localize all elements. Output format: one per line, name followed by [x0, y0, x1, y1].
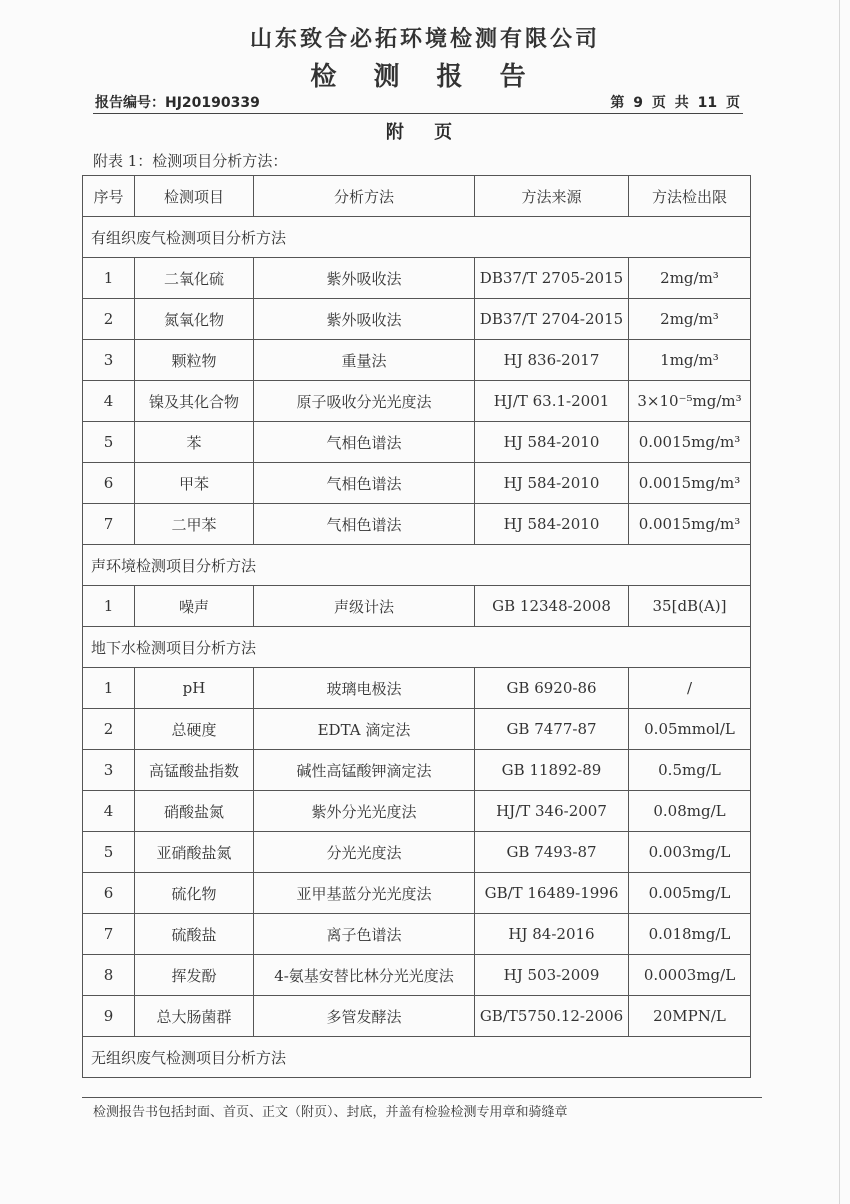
method-source: HJ 84-2016 — [475, 914, 629, 955]
table-row — [83, 832, 751, 873]
test-item: 总硬度 — [135, 709, 254, 750]
method-source: HJ 836-2017 — [475, 340, 629, 381]
col-header-method: 分析方法 — [254, 176, 475, 217]
analysis-method: 原子吸收分光光度法 — [254, 381, 475, 422]
table-caption: 附表 1：检测项目分析方法： — [93, 152, 288, 170]
col-header-no: 序号 — [83, 176, 135, 217]
test-item: 氮氧化物 — [135, 299, 254, 340]
table-header-row — [83, 176, 751, 217]
test-item: 噪声 — [135, 586, 254, 627]
test-item: 硝酸盐氮 — [135, 791, 254, 832]
col-header-source: 方法来源 — [475, 176, 629, 217]
row-number: 1 — [83, 668, 135, 709]
detection-limit: 0.0003mg/L — [629, 955, 751, 996]
table-row — [83, 873, 751, 914]
detection-limit: 0.0015mg/m³ — [629, 422, 751, 463]
row-number: 5 — [83, 832, 135, 873]
test-item: 颗粒物 — [135, 340, 254, 381]
row-number: 5 — [83, 422, 135, 463]
row-number: 4 — [83, 381, 135, 422]
row-number: 7 — [83, 504, 135, 545]
analysis-method: 亚甲基蓝分光光度法 — [254, 873, 475, 914]
table-row — [83, 258, 751, 299]
table-row — [83, 750, 751, 791]
table-row — [83, 299, 751, 340]
method-source: HJ 584-2010 — [475, 504, 629, 545]
table-row — [83, 668, 751, 709]
analysis-method: 多管发酵法 — [254, 996, 475, 1037]
table-row — [83, 586, 751, 627]
row-number: 2 — [83, 299, 135, 340]
test-item: 硫酸盐 — [135, 914, 254, 955]
row-number: 3 — [83, 750, 135, 791]
analysis-method: 离子色谱法 — [254, 914, 475, 955]
test-item: 镍及其化合物 — [135, 381, 254, 422]
analysis-method: 气相色谱法 — [254, 504, 475, 545]
detection-limit: 3×10⁻⁵mg/m³ — [629, 381, 751, 422]
test-item: 硫化物 — [135, 873, 254, 914]
report-title: 检 测 报 告 — [310, 62, 540, 92]
detection-limit: 0.005mg/L — [629, 873, 751, 914]
test-item: 挥发酚 — [135, 955, 254, 996]
method-source: GB/T 16489-1996 — [475, 873, 629, 914]
analysis-method: 紫外吸收法 — [254, 258, 475, 299]
section-title: 地下水检测项目分析方法 — [83, 627, 751, 668]
test-item: 二氧化硫 — [135, 258, 254, 299]
table-row — [83, 791, 751, 832]
test-item: 二甲苯 — [135, 504, 254, 545]
method-source: HJ 584-2010 — [475, 422, 629, 463]
appendix-title: 附 页 — [385, 122, 465, 143]
detection-limit: 1mg/m³ — [629, 340, 751, 381]
method-source: DB37/T 2705-2015 — [475, 258, 629, 299]
test-item: 高锰酸盐指数 — [135, 750, 254, 791]
detection-limit: 2mg/m³ — [629, 258, 751, 299]
analysis-method: 紫外吸收法 — [254, 299, 475, 340]
method-source: GB 11892-89 — [475, 750, 629, 791]
col-header-item: 检测项目 — [135, 176, 254, 217]
method-source: GB 12348-2008 — [475, 586, 629, 627]
footer-rule — [82, 1097, 762, 1098]
analysis-method: 重量法 — [254, 340, 475, 381]
section-row — [83, 217, 751, 258]
test-item: 甲苯 — [135, 463, 254, 504]
method-source: HJ 584-2010 — [475, 463, 629, 504]
analysis-method: 碱性高锰酸钾滴定法 — [254, 750, 475, 791]
detection-limit: 0.05mmol/L — [629, 709, 751, 750]
detection-limit: / — [629, 668, 751, 709]
report-number: 报告编号：HJ20190339 — [95, 95, 260, 111]
method-source: HJ/T 63.1-2001 — [475, 381, 629, 422]
detection-limit: 0.0015mg/m³ — [629, 504, 751, 545]
detection-limit: 0.003mg/L — [629, 832, 751, 873]
company-name: 山东致合必拓环境检测有限公司 — [249, 27, 600, 52]
detection-limit: 0.018mg/L — [629, 914, 751, 955]
row-number: 2 — [83, 709, 135, 750]
detection-limit: 2mg/m³ — [629, 299, 751, 340]
test-item: pH — [135, 668, 254, 709]
row-number: 6 — [83, 873, 135, 914]
analysis-method: 气相色谱法 — [254, 422, 475, 463]
method-source: DB37/T 2704-2015 — [475, 299, 629, 340]
table-row — [83, 340, 751, 381]
detection-limit: 0.5mg/L — [629, 750, 751, 791]
scan-edge — [839, 0, 840, 1204]
table-row — [83, 996, 751, 1037]
table-row — [83, 709, 751, 750]
method-source: GB 6920-86 — [475, 668, 629, 709]
table-row — [83, 422, 751, 463]
table-row — [83, 504, 751, 545]
method-source: GB/T5750.12-2006 — [475, 996, 629, 1037]
analysis-method: 玻璃电极法 — [254, 668, 475, 709]
table-row — [83, 914, 751, 955]
footer-note: 检测报告书包括封面、首页、正文（附页）、封底，并盖有检验检测专用章和骑缝章 — [93, 1105, 568, 1120]
method-source: GB 7493-87 — [475, 832, 629, 873]
test-item: 总大肠菌群 — [135, 996, 254, 1037]
methods-table — [82, 175, 751, 1078]
table-row — [83, 463, 751, 504]
row-number: 7 — [83, 914, 135, 955]
section-row — [83, 627, 751, 668]
analysis-method: EDTA 滴定法 — [254, 709, 475, 750]
analysis-method: 4-氨基安替比林分光光度法 — [254, 955, 475, 996]
method-source: HJ 503-2009 — [475, 955, 629, 996]
row-number: 1 — [83, 258, 135, 299]
page-info: 第 9 页 共 11 页 — [610, 95, 740, 111]
section-title: 有组织废气检测项目分析方法 — [83, 217, 751, 258]
row-number: 1 — [83, 586, 135, 627]
table-row — [83, 381, 751, 422]
detection-limit: 0.08mg/L — [629, 791, 751, 832]
section-row — [83, 1037, 751, 1078]
method-source: HJ/T 346-2007 — [475, 791, 629, 832]
header-rule — [93, 113, 743, 114]
row-number: 9 — [83, 996, 135, 1037]
row-number: 6 — [83, 463, 135, 504]
table-row — [83, 955, 751, 996]
section-title: 无组织废气检测项目分析方法 — [83, 1037, 751, 1078]
row-number: 4 — [83, 791, 135, 832]
row-number: 3 — [83, 340, 135, 381]
row-number: 8 — [83, 955, 135, 996]
section-row — [83, 545, 751, 586]
analysis-method: 分光光度法 — [254, 832, 475, 873]
analysis-method: 紫外分光光度法 — [254, 791, 475, 832]
detection-limit: 20MPN/L — [629, 996, 751, 1037]
col-header-limit: 方法检出限 — [629, 176, 751, 217]
detection-limit: 0.0015mg/m³ — [629, 463, 751, 504]
detection-limit: 35[dB(A)] — [629, 586, 751, 627]
test-item: 苯 — [135, 422, 254, 463]
analysis-method: 声级计法 — [254, 586, 475, 627]
section-title: 声环境检测项目分析方法 — [83, 545, 751, 586]
test-item: 亚硝酸盐氮 — [135, 832, 254, 873]
method-source: GB 7477-87 — [475, 709, 629, 750]
analysis-method: 气相色谱法 — [254, 463, 475, 504]
